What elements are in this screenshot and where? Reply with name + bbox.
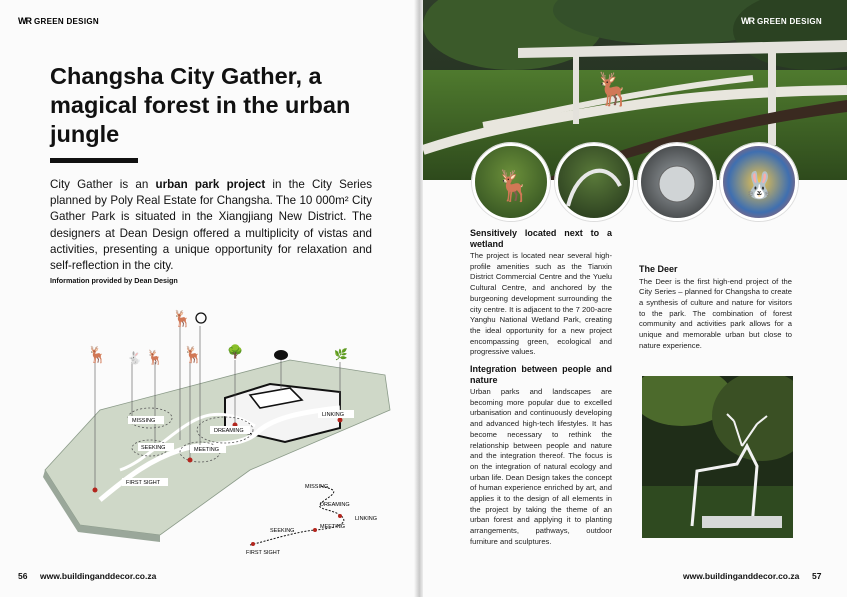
tree-icon: 🌳 bbox=[227, 344, 244, 359]
arch-sculpture-icon bbox=[568, 171, 620, 206]
brand-name: GREEN DESIGN bbox=[34, 16, 99, 26]
article-title: Changsha City Gather, a magical forest in the urban jungle bbox=[50, 63, 351, 147]
rabbit-icon: 🐇 bbox=[127, 351, 142, 365]
journey-label-linking: LINKING bbox=[355, 516, 378, 522]
marker-dot bbox=[188, 458, 193, 463]
inset-photo-mirror-ball bbox=[638, 143, 716, 221]
deer-icon: 🦌 bbox=[87, 347, 107, 364]
marker-dot bbox=[338, 418, 343, 423]
footer-url-right[interactable]: www.buildinganddecor.co.za bbox=[683, 571, 800, 581]
journey-label-missing: MISSING bbox=[305, 484, 329, 490]
article-column-1 bbox=[470, 228, 612, 552]
section-heading-deer: The Deer bbox=[639, 264, 678, 274]
map-label-first-sight: FIRST SIGHT bbox=[126, 480, 161, 486]
deer-icon: 🦌 bbox=[183, 347, 203, 364]
intro-paragraph: City Gather is an urban park project in the City Series planned by Poly Real Estate for Changsha. The 10 000m² City Gather Park is situated in the Xiangjiang New District. The designers at Dean Design offered a multiplicity of vistas and activities, presenting a unique opportunity for relaxation and self-reflection in the city. bbox=[50, 178, 372, 273]
section-heading-integration: Integration between people and nature bbox=[470, 364, 612, 385]
page-number-left: 56 bbox=[18, 571, 28, 581]
journey-line bbox=[250, 486, 344, 545]
map-label-seeking: SEEKING bbox=[141, 445, 166, 451]
title-rule bbox=[50, 158, 138, 163]
deer-icon: 🦌 bbox=[146, 349, 164, 365]
inset-photo-sculpture bbox=[555, 143, 633, 221]
brand-header-left bbox=[18, 16, 99, 26]
plant-icon: 🌿 bbox=[334, 349, 348, 361]
inset-photo-mosaic bbox=[720, 143, 798, 221]
map-label-meeting: MEETING bbox=[194, 447, 220, 453]
section-body-integration: Urban parks and landscapes are becoming more popular due to excelled urbanisation and continuously developing and advanced high-tech lifestyles. It has become necessary to rethink the relationship between people and nature and the integration thereof. The focus is on the integration of natural ecology and urban life. Dean Design takes the concept of human experience enriched by art, and applies it to the design of all elements in the project by taking the theme of an urban forest and applying it to planting arrangements, pathways, outdoor furniture and sculptures. bbox=[470, 387, 612, 546]
map-label-dreaming: DREAMING bbox=[214, 428, 244, 434]
park-concept-diagram bbox=[40, 300, 410, 562]
journey-dot bbox=[338, 514, 342, 518]
photo-credit: Information provided by Dean Design bbox=[50, 276, 178, 285]
deer-sculpture-icon: 🦌 bbox=[593, 71, 633, 107]
journey-label-seeking: SEEKING bbox=[270, 528, 295, 534]
ring-sculpture-icon bbox=[196, 313, 206, 323]
brand-header-right bbox=[741, 16, 822, 26]
intro-bold-phrase: urban park project bbox=[155, 178, 266, 191]
brand-logo-icon: WR bbox=[741, 16, 754, 26]
brand-logo-icon: WR bbox=[18, 16, 31, 26]
mosaic-animal-icon: 🐰 bbox=[743, 170, 776, 200]
section-body-wetland: The project is located near several high-profile amenities such as the Tianxin District Commercial Centre and the Yuelu Cultural Centre, and anchored by the burgeoning development surrounding the city centre. It is adjacent to the 7 200-acre Yanghu National Wetland Park, creating the ideal opportunity for a new project encompassing green, ecological and progressive values. bbox=[470, 251, 612, 357]
left-page bbox=[0, 0, 418, 597]
journey-label-meeting: MEETING bbox=[320, 524, 346, 530]
article-column-2 bbox=[639, 232, 792, 355]
mirror-ball-icon bbox=[659, 166, 695, 202]
right-page bbox=[423, 0, 847, 597]
deer-icon: 🦌 bbox=[172, 311, 192, 328]
journey-label-dreaming: DREAMING bbox=[320, 502, 350, 508]
section-body-deer: The Deer is the first high-end project of the City Series – planned for Changsha to create a synthesis of culture and nature for visitors to the park. The combination of forest community and activities park allows for a unique and memorable urban but close to nature experience. bbox=[639, 276, 792, 350]
marker-dot bbox=[93, 488, 98, 493]
footer-url-left[interactable]: www.buildinganddecor.co.za bbox=[40, 571, 157, 581]
journey-dot bbox=[251, 542, 255, 546]
cloud-sculpture-icon bbox=[274, 350, 288, 360]
brand-name: GREEN DESIGN bbox=[757, 16, 822, 26]
deer-sculpture-photo bbox=[642, 376, 793, 538]
inset-photo-deer bbox=[472, 143, 550, 221]
map-label-linking: LINKING bbox=[322, 412, 345, 418]
section-heading-wetland: Sensitively located next to a wetland bbox=[470, 228, 612, 249]
journey-label-first-sight: FIRST SIGHT bbox=[246, 550, 281, 556]
map-label-missing: MISSING bbox=[132, 418, 156, 424]
page-number-right: 57 bbox=[812, 571, 822, 581]
deer-icon: 🦌 bbox=[495, 170, 533, 203]
journey-dot bbox=[313, 528, 317, 532]
